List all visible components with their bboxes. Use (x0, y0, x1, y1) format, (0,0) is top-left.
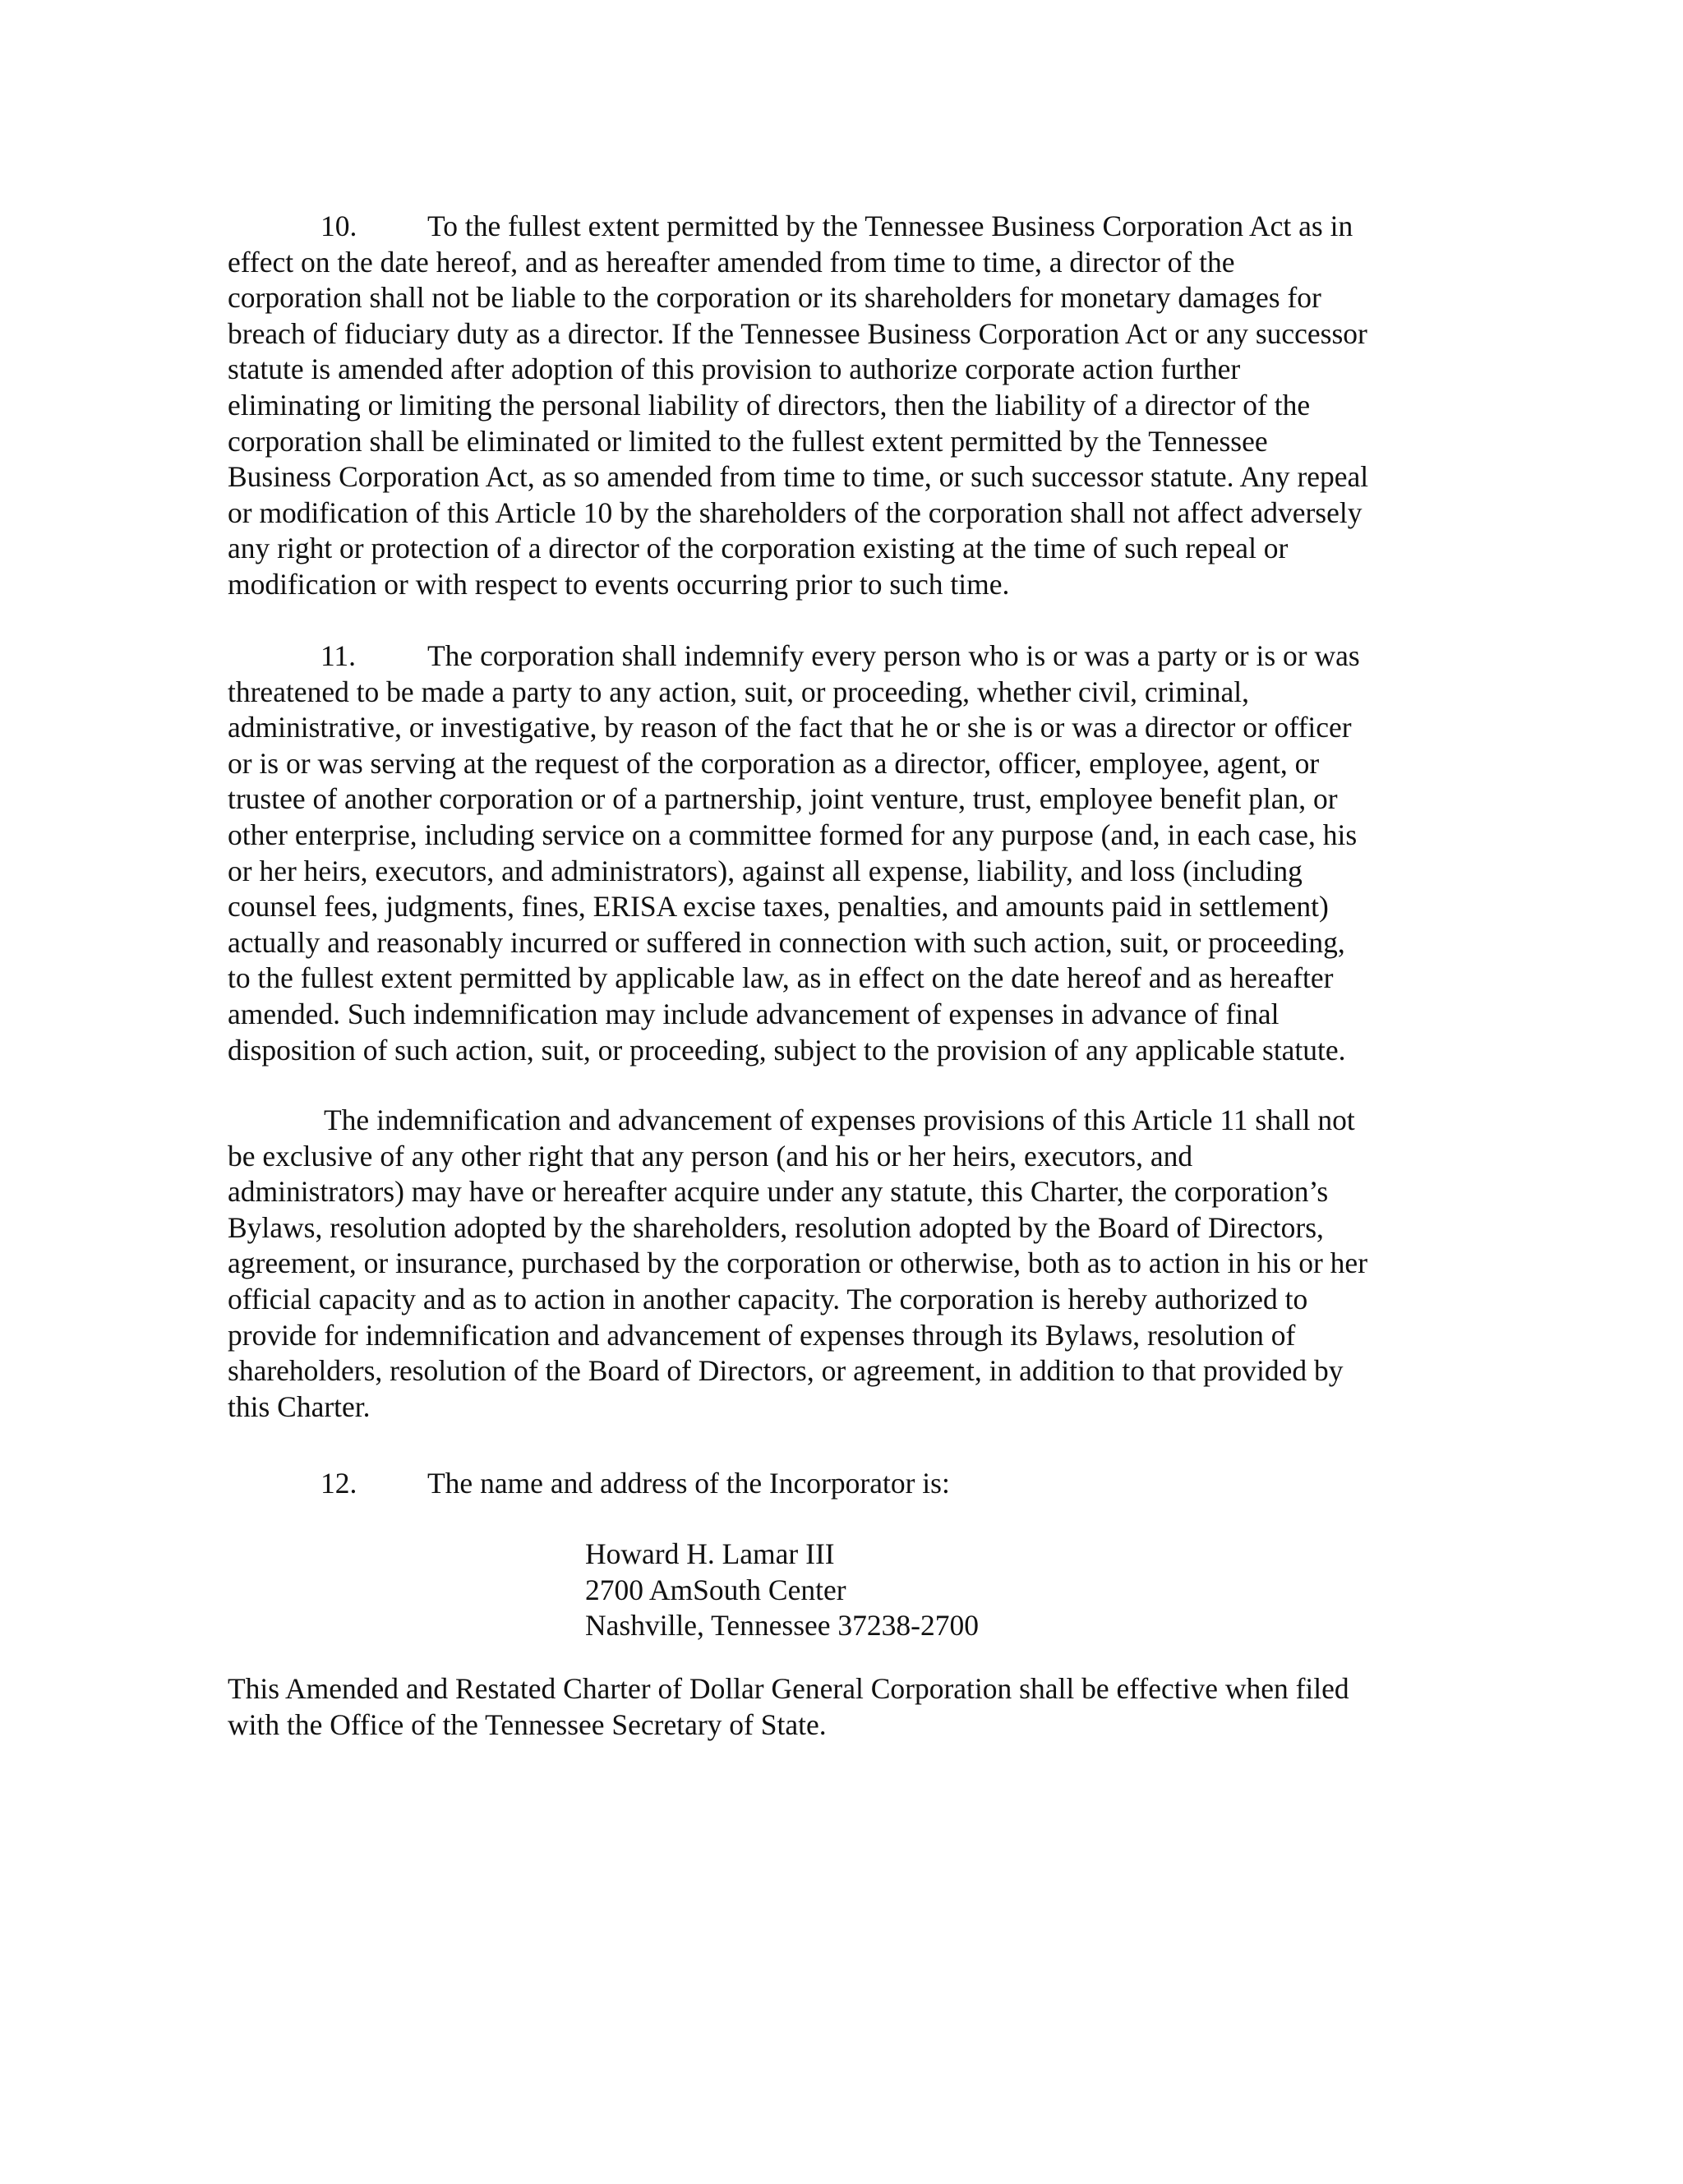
article-10-line-9: or modification of this Article 10 by the shareholders of the corporation shall not affect adversely (228, 495, 1363, 529)
article-11-line-2: threatened to be made a party to any action, suit, or proceeding, whether civil, criminal, (228, 675, 1250, 708)
incorporator-street: 2700 AmSouth Center (585, 1573, 846, 1606)
article-12-line-1: 12. The name and address of the Incorporator is: (228, 1466, 1467, 1502)
article-11-cont-line-6: official capacity and as to action in another capacity. The corporation is hereby authorized to (228, 1282, 1308, 1315)
article-10-line-7: corporation shall be eliminated or limited to the fullest extent permitted by the Tennessee (228, 424, 1268, 458)
article-11-line-4: or is or was serving at the request of the corporation as a director, officer, employee, agent, or (228, 746, 1320, 780)
incorporator-name: Howard H. Lamar III (585, 1537, 835, 1570)
article-11-cont-line-5: agreement, or insurance, purchased by the corporation or otherwise, both as to action in his or her (228, 1246, 1368, 1280)
article-11-line-9: actually and reasonably incurred or suffered in connection with such action, suit, or proceeding, (228, 925, 1345, 959)
closing-line-2: with the Office of the Tennessee Secretary of State. (228, 1707, 827, 1741)
article-12-paragraph (228, 1466, 1467, 1502)
article-11-cont-line-4: Bylaws, resolution adopted by the shareholders, resolution adopted by the Board of Directors, (228, 1210, 1324, 1244)
article-10-line-3: corporation shall not be liable to the corporation or its shareholders for monetary damages for (228, 281, 1321, 315)
closing-line-1: This Amended and Restated Charter of Dollar General Corporation shall be effective when filed (228, 1672, 1349, 1705)
article-11-cont-line-9: this Charter. (228, 1389, 371, 1423)
article-10-number: 10. (320, 210, 357, 242)
article-11-cont-line-1: The indemnification and advancement of expenses provisions of this Article 11 shall not (324, 1104, 1355, 1136)
article-11-line-1: 11. The corporation shall indemnify every person who is or was a party or is or was (228, 638, 1467, 675)
incorporator-address (585, 1537, 1325, 1644)
article-11-number: 11. (320, 639, 357, 672)
article-11-line-6: other enterprise, including service on a committee formed for any purpose (and, in each case, his (228, 818, 1358, 851)
article-10-line-4: breach of fiduciary duty as a director. If the Tennessee Business Corporation Act or any successor (228, 316, 1367, 350)
article-10-line-1: 10. To the fullest extent permitted by the Tennessee Business Corporation Act as in (228, 209, 1467, 245)
article-10-line-8: Business Corporation Act, as so amended from time to time, or such successor statute. Any repeal (228, 460, 1369, 494)
article-12-number: 12. (320, 1467, 357, 1500)
article-10-paragraph (228, 209, 1467, 603)
article-10-line-2: effect on the date hereof, and as hereafter amended from time to time, a director of the (228, 245, 1235, 279)
closing-statement (228, 1671, 1467, 1743)
article-11-cont-line-3: administrators) may have or hereafter acquire under any statute, this Charter, the corporation’s (228, 1175, 1329, 1209)
article-11-paragraph (228, 638, 1467, 1068)
article-11-cont-line-7: provide for indemnification and advancement of expenses through its Bylaws, resolution of (228, 1318, 1296, 1352)
article-11-cont-line-8: shareholders, resolution of the Board of Directors, or agreement, in addition to that provided by (228, 1354, 1344, 1388)
article-11-line-7: or her heirs, executors, and administrators), against all expense, liability, and loss (including (228, 854, 1303, 887)
article-11-line-10: to the fullest extent permitted by applicable law, as in effect on the date hereof and as hereafter (228, 961, 1334, 995)
article-11-cont-line-2: be exclusive of any other right that any person (and his or her heirs, executors, and (228, 1139, 1193, 1173)
article-10-line-5: statute is amended after adoption of this provision to authorize corporate action further (228, 352, 1241, 386)
article-10-line-10: any right or protection of a director of the corporation existing at the time of such repeal or (228, 532, 1289, 565)
article-11-line-5: trustee of another corporation or of a partnership, joint venture, trust, employee benefit plan, or (228, 782, 1338, 816)
article-11-line-12: disposition of such action, suit, or proceeding, subject to the provision of any applicable statute. (228, 1033, 1346, 1067)
incorporator-city: Nashville, Tennessee 37238-2700 (585, 1609, 979, 1643)
article-11-line-3: administrative, or investigative, by reason of the fact that he or she is or was a director or officer (228, 711, 1352, 744)
article-10-line-6: eliminating or limiting the personal liability of directors, then the liability of a director of the (228, 388, 1311, 422)
article-11-line-11: amended. Such indemnification may include advancement of expenses in advance of final (228, 997, 1280, 1030)
article-11-continuation-paragraph (228, 1103, 1467, 1425)
article-11-line-8: counsel fees, judgments, fines, ERISA excise taxes, penalties, and amounts paid in settlement) (228, 890, 1329, 924)
article-10-line-11: modification or with respect to events occurring prior to such time. (228, 567, 1010, 601)
